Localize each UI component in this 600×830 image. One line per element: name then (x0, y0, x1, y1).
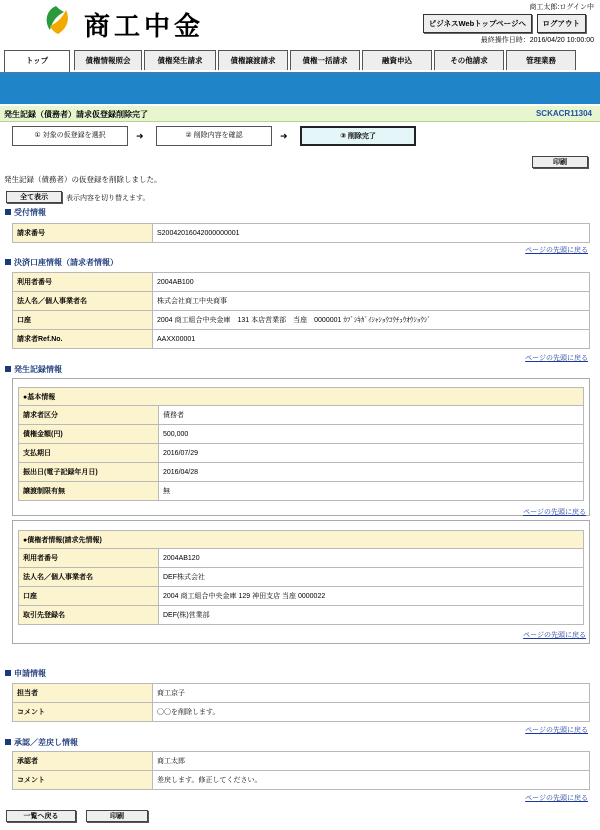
section-settlement-account: 決済口座情報（請求者情報） (2, 257, 118, 268)
field-label: 支払期日 (19, 444, 159, 463)
field-value: AAXX00001 (153, 330, 590, 349)
field-value: 2016/07/29 (159, 444, 584, 463)
page-top-link[interactable]: ページの先頭に戻る (523, 632, 586, 639)
section-approval: 承認／差戻し情報 (2, 737, 78, 748)
last-operation-time: 最終操作日時：2016/04/20 10:00:00 (480, 37, 594, 44)
table-row (19, 406, 584, 425)
table-row (13, 703, 590, 722)
field-label: 承認者 (13, 752, 153, 771)
main-nav-tabs (0, 50, 600, 74)
step-confirm-delete: ② 削除内容を確認 (156, 126, 272, 146)
field-value: 商工太郎 (153, 752, 590, 771)
table-row (19, 425, 584, 444)
table-row (19, 463, 584, 482)
creditor-info-table (18, 530, 584, 625)
field-label: 請求者Ref.No. (13, 330, 153, 349)
page-top-link[interactable]: ページの先頭に戻る (525, 795, 588, 802)
tab-other-requests[interactable]: その他請求 (434, 50, 504, 70)
field-label: 請求者区分 (19, 406, 159, 425)
field-label: 債権金額(円) (19, 425, 159, 444)
header-logo-area (0, 0, 320, 45)
settlement-table (12, 272, 590, 349)
table-row (19, 531, 584, 549)
tab-bulk-request[interactable]: 債権一括請求 (290, 50, 360, 70)
completion-message: 発生記録（債務者）の仮登録を削除しました。 (4, 175, 162, 184)
brand-name: 商工中金 (84, 12, 205, 42)
tab-top[interactable]: トップ (4, 50, 70, 72)
print-button-top[interactable]: 印刷 (532, 156, 588, 168)
field-label: 口座 (13, 311, 153, 330)
field-value: 〇〇を削除します。 (153, 703, 590, 722)
table-row (19, 568, 584, 587)
brand-logo-icon (40, 4, 72, 36)
field-value: 2004AB100 (153, 273, 590, 292)
field-label: 法人名／個人事業者名 (19, 568, 159, 587)
field-value: DEF株式会社 (159, 568, 584, 587)
step-select-target: ① 対象の仮登録を選択 (12, 126, 128, 146)
field-label: コメント (13, 771, 153, 790)
tab-loan-application[interactable]: 融資申込 (362, 50, 432, 70)
section-application: 申請情報 (2, 668, 46, 679)
field-value: S20042016042000000001 (153, 224, 590, 243)
tab-credit-occurrence[interactable]: 債権発生請求 (144, 50, 216, 70)
business-web-top-button[interactable]: ビジネスWebトップページへ (423, 14, 532, 33)
field-value: 2004AB120 (159, 549, 584, 568)
table-row (19, 388, 584, 406)
table-row (13, 224, 590, 243)
field-label: 譲渡制限有無 (19, 482, 159, 501)
field-value: 商工京子 (153, 684, 590, 703)
table-row (19, 587, 584, 606)
back-to-list-button[interactable]: 一覧へ戻る (6, 810, 76, 822)
field-label: 法人名／個人事業者名 (13, 292, 153, 311)
page-top-link[interactable]: ページの先頭に戻る (525, 727, 588, 734)
table-row (13, 330, 590, 349)
field-value: 2004 商工組合中央金庫 131 本店営業部 当座 0000001 ｶﾌﾞｼｷｶﾞｲｼｬｼｮｳｺｳﾁｭｳｵｳｼｮｳｼﾞ (153, 311, 590, 330)
section-reception: 受付情報 (2, 207, 46, 218)
logout-button[interactable]: ログアウト (537, 14, 587, 33)
field-label: 利用者番号 (13, 273, 153, 292)
nav-subband (0, 74, 600, 104)
field-label: 利用者番号 (19, 549, 159, 568)
field-value: 無 (159, 482, 584, 501)
basic-info-heading: ●基本情報 (19, 388, 584, 406)
page-top-link[interactable]: ページの先頭に戻る (525, 247, 588, 254)
basic-info-table (18, 387, 584, 501)
tab-admin[interactable]: 管理業務 (506, 50, 576, 70)
table-row (13, 292, 590, 311)
approval-table (12, 751, 590, 790)
step-arrow-icon: ➜ (136, 131, 144, 141)
field-value: 500,000 (159, 425, 584, 444)
table-row (13, 771, 590, 790)
print-button-bottom[interactable]: 印刷 (86, 810, 148, 822)
field-value: 株式会社商工中央商事 (153, 292, 590, 311)
show-all-hint: 表示内容を切り替えます。 (66, 195, 150, 202)
creditor-info-heading: ●債権者情報(請求先情報) (19, 531, 584, 549)
field-value: 債務者 (159, 406, 584, 425)
table-row (13, 311, 590, 330)
application-table (12, 683, 590, 722)
tab-credit-transfer[interactable]: 債権譲渡請求 (218, 50, 288, 70)
screen-id: SCKACR11304 (535, 109, 592, 118)
page-top-link[interactable]: ページの先頭に戻る (525, 355, 588, 362)
step-delete-complete: ③ 削除完了 (300, 126, 416, 146)
table-row (13, 752, 590, 771)
section-occurrence-record: 発生記録情報 (2, 364, 62, 375)
field-label: コメント (13, 703, 153, 722)
table-row (19, 482, 584, 501)
field-value: 2004 商工組合中央金庫 129 神田支店 当座 0000022 (159, 587, 584, 606)
field-value: 差戻します。修正してください。 (153, 771, 590, 790)
tab-credit-inquiry[interactable]: 債権情報照会 (74, 50, 142, 70)
page-title-bar (0, 106, 600, 122)
field-label: 口座 (19, 587, 159, 606)
table-row (19, 549, 584, 568)
step-arrow-icon: ➜ (280, 131, 288, 141)
field-label: 担当者 (13, 684, 153, 703)
show-all-button[interactable]: 全て表示 (6, 191, 62, 203)
field-label: 請求番号 (13, 224, 153, 243)
login-status: 商工太郎:ログイン中 (529, 4, 594, 11)
table-row (13, 684, 590, 703)
page-title: 発生記録（債務者）請求仮登録削除完了 (4, 110, 148, 119)
table-row (19, 606, 584, 625)
field-label: 取引先登録名 (19, 606, 159, 625)
field-value: 2016/04/28 (159, 463, 584, 482)
page-top-link[interactable]: ページの先頭に戻る (523, 509, 586, 516)
field-value: DEF(株)営業部 (159, 606, 584, 625)
table-row (19, 444, 584, 463)
field-label: 振出日(電子記録年月日) (19, 463, 159, 482)
reception-table (12, 223, 590, 243)
table-row (13, 273, 590, 292)
